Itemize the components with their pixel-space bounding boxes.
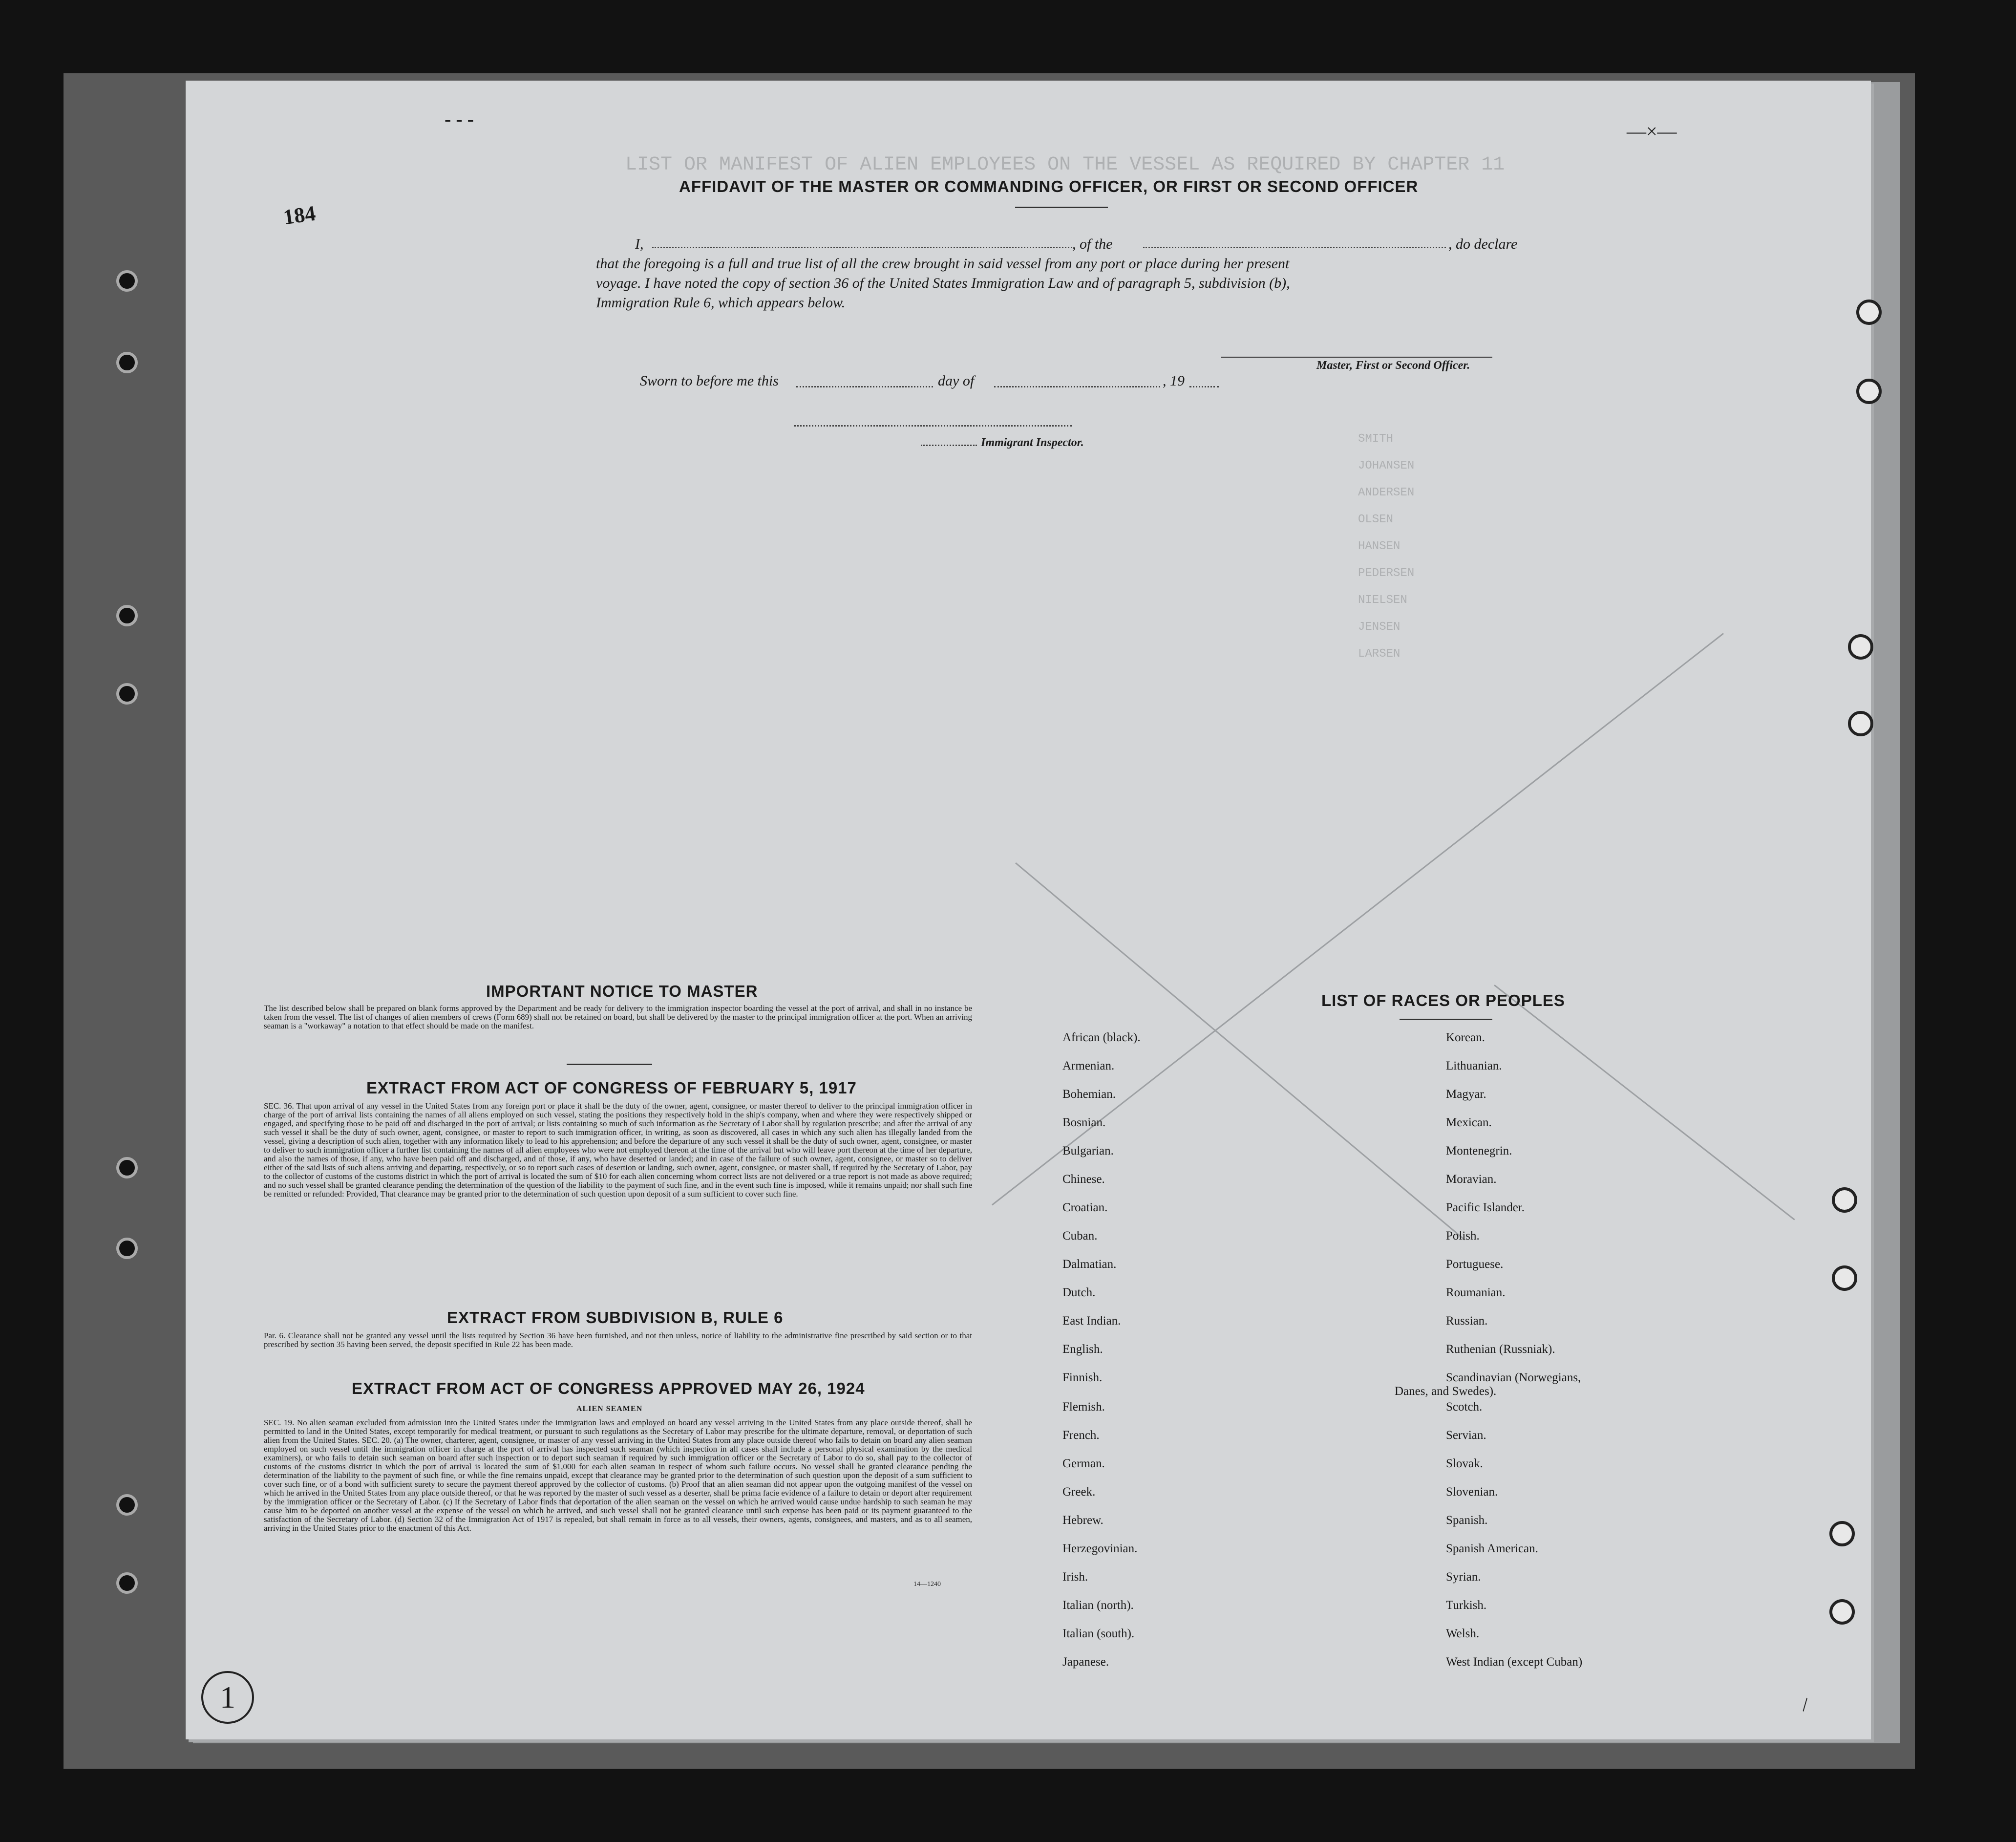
race-item: Mexican. [1446,1116,1492,1129]
top-mark: - - - [445,108,474,130]
race-item: Japanese. [1062,1655,1109,1669]
inspector-dots [921,445,977,446]
race-item: Portuguese. [1446,1258,1504,1271]
bleed-through-header: LIST OR MANIFEST OF ALIEN EMPLOYEES ON THE VESSEL AS REQUIRED BY CHAPTER 11 [625,154,1505,176]
race-item: Spanish. [1446,1514,1488,1527]
race-item: Italian (north). [1062,1599,1134,1612]
corner-mark: \ [1797,1693,1814,1715]
binder-hole [116,352,138,373]
top-mark: —×— [1627,120,1677,142]
race-item: Armenian. [1062,1059,1115,1072]
race-item: Korean. [1446,1031,1485,1044]
bleed-through-row: LARSEN [1358,647,1401,661]
rule6-title: EXTRACT FROM SUBDIVISION B, RULE 6 [447,1308,784,1327]
binder-hole [1856,300,1882,325]
inspector-signature-line[interactable] [794,425,1072,427]
race-item: Scandinavian (Norwegians, [1446,1371,1581,1384]
bleed-through-row: ANDERSEN [1358,486,1415,499]
binder-hole [116,1238,138,1259]
bleed-through-row: HANSEN [1358,540,1401,553]
vessel-blank[interactable] [1143,247,1446,248]
binder-hole [1829,1599,1855,1625]
bleed-through-row: NIELSEN [1358,594,1407,607]
race-item: Servian. [1446,1429,1486,1442]
binder-hole [1829,1521,1855,1546]
race-item: German. [1062,1457,1105,1470]
bleed-through-row: OLSEN [1358,513,1394,526]
race-item: Polish. [1446,1229,1480,1242]
affidavit-of-the: , of the [1072,236,1113,252]
race-item: Moravian. [1446,1173,1497,1186]
master-signature-label: Master, First or Second Officer. [1316,359,1470,372]
race-item: Roumanian. [1446,1286,1506,1299]
races-rule [1400,1019,1492,1020]
race-item: Croatian. [1062,1201,1108,1214]
race-item: Chinese. [1062,1173,1105,1186]
form-number: 14—1240 [913,1581,941,1588]
binder-hole [116,1572,138,1594]
race-item: Magyar. [1446,1088,1486,1101]
race-item: Finnish. [1062,1371,1103,1384]
affidavit-i: I, [635,236,644,252]
affidavit-line2: that the foregoing is a full and true list of all the crew brought in said vessel from any port or place during her present [596,256,1290,272]
race-item: Dalmatian. [1062,1258,1117,1271]
extract-1924-body: SEC. 19. No alien seaman excluded from admission into the United States under the immigration laws and employed on board any vessel arriving in the United States from any place outside thereof, shall be permitted to land in the United States, except temporarily for medical treatment, or pursuant to such regulations as the Secretary of Labor may prescribe for the ultimate departure, removal, or deportation of such alien from the United States. SEC. 20. (a) The owner, charterer, agent, consignee, or master of any vessel arriving in the United States from any place outside thereof who fails to detain on board any alien seaman employed on such vessel until the immigration officer in charge at the port of arrival has inspected such seaman (which inspection in all cases shall include a personal physical examination by the medical examiners), or who fails to detain such seaman on board after such inspection or to deport such seaman if required by such immigration officer or the Secretary of Labor to do so, shall pay to the collector of customs of the customs district in which the port of arrival is located the sum of $1,000 for each alien seaman in respect of whom such failure occurs. No vessel shall be granted clearance pending the determination of the liability to the payment of such fine, or while the fine remains unpaid, except that clearance may be granted prior to the determination of such question upon the deposit of a sum sufficient to cover such fine, or of a bond with sufficient surety to secure the payment thereof approved by the collector of customs. (b) Proof that an alien seaman did not appear upon the outgoing manifest of the vessel on which he arrived in the United States from any place outside thereof, or that he was reported by the master of such vessel as a deserter, shall be prima facie evidence of a failure to detain or deport after requirement by the immigration officer or the Secretary of Labor. (c) If the Secretary of Labor finds that deportation of the alien seaman on the vessel on which he arrived would cause undue hardship to such seaman he may cause him to be deported on another vessel at the expense of the vessel on which he arrived, and such vessel shall not be granted clearance until such expense has been paid or its payment guaranteed to the satisfaction of the Secretary of Labor. (d) Section 32 of the Immigration Act of 1917 is repealed, but shall remain in force as to all vessels, their owners, agents, consignees, and masters, and as to all seamen, arriving in the United States prior to the enactment of this Act. [264,1418,972,1533]
binder-hole [1848,634,1873,660]
name-blank[interactable] [652,247,1072,248]
races-title: LIST OF RACES OR PEOPLES [1321,991,1565,1009]
binder-hole [1856,379,1882,404]
sworn-year: , 19 [1163,373,1185,389]
race-item: East Indian. [1062,1314,1121,1328]
race-item: Montenegrin. [1446,1144,1512,1157]
sworn-date-blank[interactable] [796,386,933,387]
notice-body: The list described below shall be prepared on blank forms approved by the Department and be ready for delivery to the immigration inspector boarding the vessel at the port of arrival, and shall in no instance be taken from the vessel. The list of changes of alien members of crews (Form 689) shall not be retained on board, but shall be delivered by the master to the principal immigration officer at the port. When an arriving seaman is a "workaway" a notation to that effect should be made on the manifest. [264,1004,972,1030]
race-item: Spanish American. [1446,1542,1538,1555]
binder-hole [1848,711,1873,736]
binder-hole [116,270,138,292]
extract-1917-body: SEC. 36. That upon arrival of any vessel in the United States from any foreign port or place it shall be the duty of the owner, agent, consignee, or master thereof to deliver to the principal immigration officer in charge of the port of arrival lists containing the names of all aliens employed on such vessel, stating the positions they respectively hold in the ship's company, when and where they were respectively shipped or engaged, and specifying those to be paid off and discharged in the port of arrival; or lists containing so much of such information as the Secretary of Labor shall by regulation prescribe; and after the arrival of any such vessel it shall be the duty of such owner, agent, consignee, or master to report to such immigration officer, in writing, as soon as discovered, all cases in which any such alien has illegally landed from the vessel, giving a description of such alien, together with any information likely to lead to his apprehension; and before the departure of any such vessel it shall be the duty of such owner, agent, consignee, or master to deliver to such immigration officer a further list containing the names of all alien employees who were not employed thereon at the time of the arrival but who will leave port thereon at the time of her departure, and also the names of those, if any, who have been paid off and discharged, and of those, if any, who have deserted or landed; and in case of the failure of such owner, agent, consignee, or master so to deliver either of the said lists of such aliens arriving and departing, respectively, or so to report such cases of desertion or landing, such owner, agent, consignee, or master shall, if required by the Secretary of Labor, pay to the collector of customs of the customs district in which the port of arrival is located the sum of $10 for each alien concerning whom correct lists are not delivered or a true report is not made as above required; and no such vessel shall be granted clearance pending the determination of the question of the liability to the payment of such fine, and in the event such fine is imposed, while it remains unpaid; nor shall such fine be remitted or refunded: Provided, That clearance may be granted prior to the determination of such question upon deposit of a sum sufficient to cover such fine. [264,1101,972,1199]
extract-1924-title: EXTRACT FROM ACT OF CONGRESS APPROVED MAY 26, 1924 [352,1379,865,1397]
section-rule [567,1064,652,1065]
fold-line [1494,985,1795,1221]
race-item: African (black). [1062,1031,1141,1044]
sworn-month-blank[interactable] [994,386,1160,387]
race-item: Pacific Islander. [1446,1201,1525,1214]
alien-seamen-subtitle: ALIEN SEAMEN [576,1405,643,1413]
race-item: Cuban. [1062,1229,1098,1242]
race-item: Irish. [1062,1570,1088,1584]
race-item: West Indian (except Cuban) [1446,1655,1583,1669]
race-item: French. [1062,1429,1100,1442]
race-item: Hebrew. [1062,1514,1103,1527]
race-item: Herzegovinian. [1062,1542,1138,1555]
sworn-year-blank[interactable] [1189,386,1219,387]
race-item: Bulgarian. [1062,1144,1114,1157]
race-item: Welsh. [1446,1627,1480,1640]
binder-hole [116,1157,138,1178]
binder-hole [1832,1187,1857,1213]
affidavit-line3: voyage. I have noted the copy of section 36 of the United States Immigration Law and of paragraph 5, subdivision (b), [596,275,1290,291]
document-page [186,81,1871,1739]
binder-hole [116,683,138,705]
race-item: Flemish. [1062,1400,1105,1414]
race-item: Scotch. [1446,1400,1483,1414]
stamp-number: 184 [281,201,318,230]
affidavit-title: AFFIDAVIT OF THE MASTER OR COMMANDING OFFICER, OR FIRST OR SECOND OFFICER [679,177,1419,195]
bleed-through-row: SMITH [1358,432,1394,446]
race-item: Dutch. [1062,1286,1096,1299]
sworn-prefix: Sworn to before me this [640,373,779,389]
race-item: Italian (south). [1062,1627,1135,1640]
bleed-through-row: JOHANSEN [1358,459,1415,472]
binder-hole [1832,1265,1857,1291]
page-number-circle: 1 [201,1671,254,1724]
notice-title: IMPORTANT NOTICE TO MASTER [486,982,758,1000]
race-item: Bohemian. [1062,1088,1116,1101]
rule6-body: Par. 6. Clearance shall not be granted any vessel until the lists required by Section 36 have been furnished, and not then unless, notice of liability to the administrative fine prescribed by said section or to that prescribed by section 35 having been served, the deposit specified in Rule 22 has been made. [264,1331,972,1349]
affidavit-line4: Immigration Rule 6, which appears below. [596,295,846,311]
bleed-through-row: PEDERSEN [1358,567,1415,580]
binder-hole [116,605,138,626]
affidavit-declare: , do declare [1448,236,1518,252]
bleed-through-row: JENSEN [1358,621,1401,634]
race-item: Slovenian. [1446,1485,1498,1499]
master-signature-line[interactable] [1221,357,1492,358]
inspector-label: Immigrant Inspector. [981,436,1084,449]
race-item: Ruthenian (Russniak). [1446,1343,1555,1356]
race-item: Syrian. [1446,1570,1481,1584]
race-item: Russian. [1446,1314,1488,1328]
binder-hole [116,1494,138,1516]
extract-1917-title: EXTRACT FROM ACT OF CONGRESS OF FEBRUARY 5, 1917 [366,1079,857,1097]
race-item: Turkish. [1446,1599,1487,1612]
race-item: English. [1062,1343,1103,1356]
race-scandinavian-continued: Danes, and Swedes). [1395,1385,1497,1398]
race-item: Slovak. [1446,1457,1483,1470]
title-rule [1015,207,1108,208]
race-item: Lithuanian. [1446,1059,1502,1072]
race-item: Bosnian. [1062,1116,1106,1129]
race-item: Greek. [1062,1485,1096,1499]
sworn-day-of: day of [938,373,975,389]
